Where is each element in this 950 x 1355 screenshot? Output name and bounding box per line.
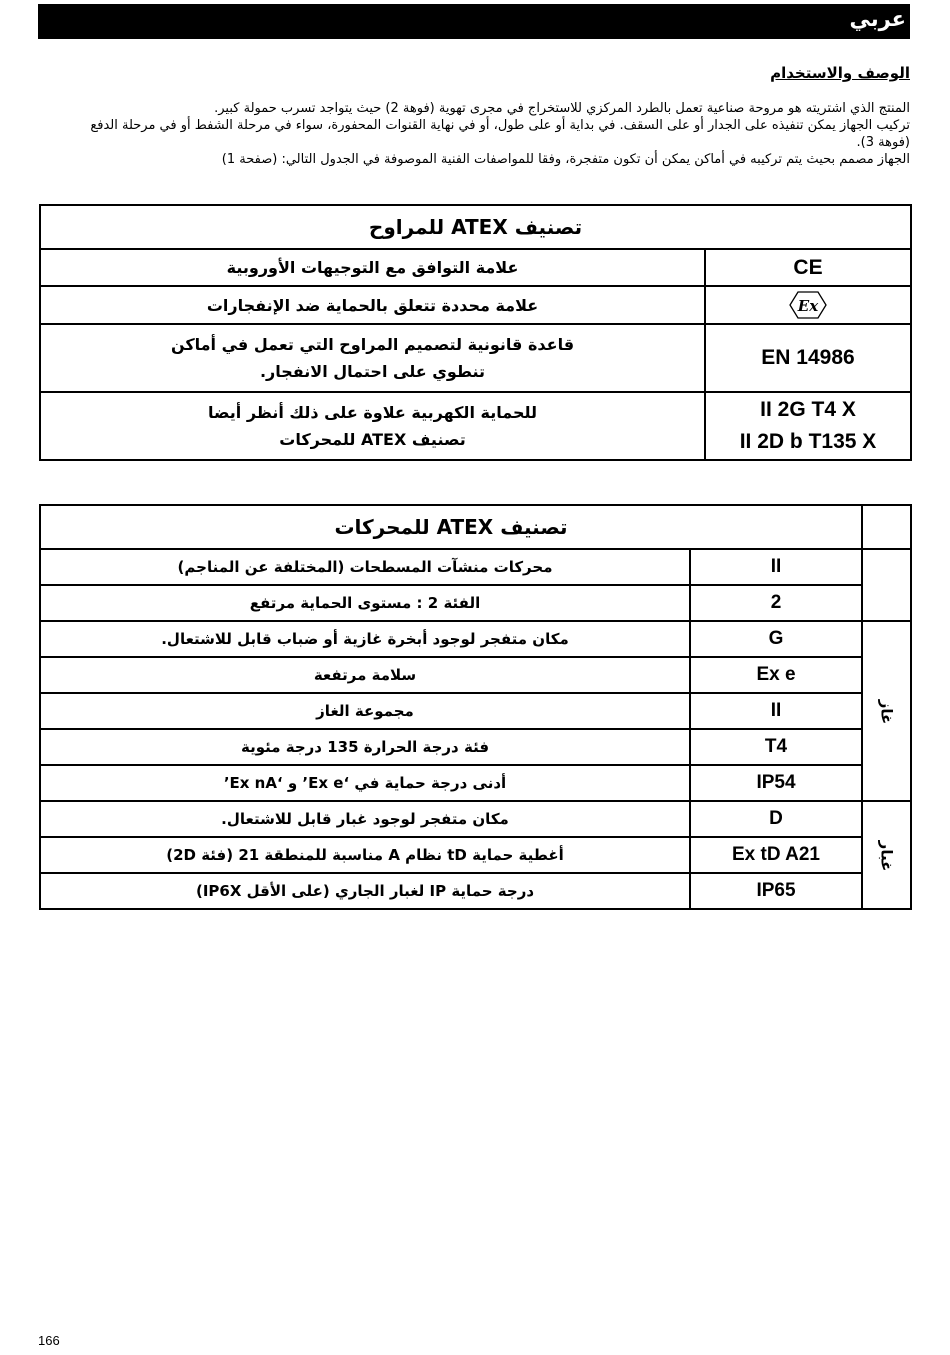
page-number: 166 [38,1333,60,1348]
table-cell-desc: الفئة 2 : مستوى الحماية مرتفع [40,585,690,621]
table-cell-code: EN 14986 [705,324,911,392]
table-cell-code: IP54 [690,765,862,801]
table-cell-desc: علامة محددة تتعلق بالحماية ضد الإنفجارات [40,286,705,324]
gas-label: غاز [877,699,896,724]
table-cell-desc: درجة حماية IP لغبار الجاري (على الأقل IP6X) [40,873,690,909]
table-cell-desc: فئة درجة الحرارة 135 درجة مئوية [40,729,690,765]
empty-side-cell [862,549,911,621]
table-cell-desc: مكان متفجر لوجود أبخرة غازية أو ضباب قابل للاشتعال. [40,621,690,657]
ex-mark-cell [705,286,911,324]
table-cell-desc: مجموعة الغاز [40,693,690,729]
table-cell-code: II [690,693,862,729]
dust-group-cell [862,801,911,909]
language-label: عربي [849,7,906,31]
table-cell-code: II [690,549,862,585]
intro-line: الجهاز مصمم بحيث يتم تركيبه في أماكن يمكن أن تكون متفجرة، وفقا للمواصفات الفنية الموصوفة في الجدول التالي: (صفحة 1) [221,152,910,167]
ex-mark-text: Ex [797,297,819,316]
table-cell-code: 2 [690,585,862,621]
table-cell-code: IP65 [690,873,862,909]
table-cell-code [705,392,911,460]
table-cell-code: G [690,621,862,657]
table-cell-desc: أغطية حماية tD نظام A مناسبة للمنطقة 21 (فئة 2D) [40,837,690,873]
dust-label: غبار [877,840,896,871]
table-cell-code: D [690,801,862,837]
ex-explosion-mark-icon [788,290,828,320]
intro-line: تركيب الجهاز يمكن تنفيذه على الجدار أو على السقف. في بداية أو على طول، أو في نهاية القنوات المحفورة، سواء في مرحلة الشفط أو في مرحلة الدفع (فوهة 3). [90,118,910,150]
fan-atex-table [39,204,912,461]
language-header-bar [38,4,910,39]
desc-line: تنطوي على احتمال الانفجار. [259,362,486,381]
table-cell-code: CE [705,249,911,286]
code-line: II 2D b T135 X [739,430,877,453]
table-cell-code: T4 [690,729,862,765]
desc-line: تصنيف ATEX للمحركات [279,430,466,449]
table-cell-desc [40,392,705,460]
table-cell-code: Ex e [690,657,862,693]
fan-atex-table-title: تصنيف ATEX للمراوح [40,205,911,249]
motor-atex-table [39,504,912,910]
gas-group-cell [862,621,911,801]
motor-atex-table-title: تصنيف ATEX للمحركات [40,505,862,549]
empty-corner-cell [862,505,911,549]
section-title: الوصف والاستخدام [770,64,910,82]
desc-line: للحماية الكهربية علاوة على ذلك أنظر أيضا [207,403,538,422]
table-cell-desc [40,324,705,392]
table-cell-desc: سلامة مرتفعة [40,657,690,693]
code-line: II 2G T4 X [760,398,856,421]
intro-paragraph [66,100,910,168]
intro-line: المنتج الذي اشتريته هو مروحة صناعية تعمل بالطرد المركزي للاستخراج في مجرى تهوية (فوهة 2) حيث يتواجد تسرب حمولة كبير. [214,101,910,116]
table-cell-desc: محركات منشآت المسطحات (المختلفة عن المناجم) [40,549,690,585]
desc-line: قاعدة قانونية لتصميم المراوح التي تعمل في أماكن [170,335,575,354]
table-cell-desc: علامة التوافق مع التوجيهات الأوروبية [40,249,705,286]
table-cell-desc: مكان متفجر لوجود غبار قابل للاشتعال. [40,801,690,837]
table-cell-code: Ex tD A21 [690,837,862,873]
table-cell-desc: أدنى درجة حماية في ‘Ex e’ و ‘Ex nA’ [40,765,690,801]
